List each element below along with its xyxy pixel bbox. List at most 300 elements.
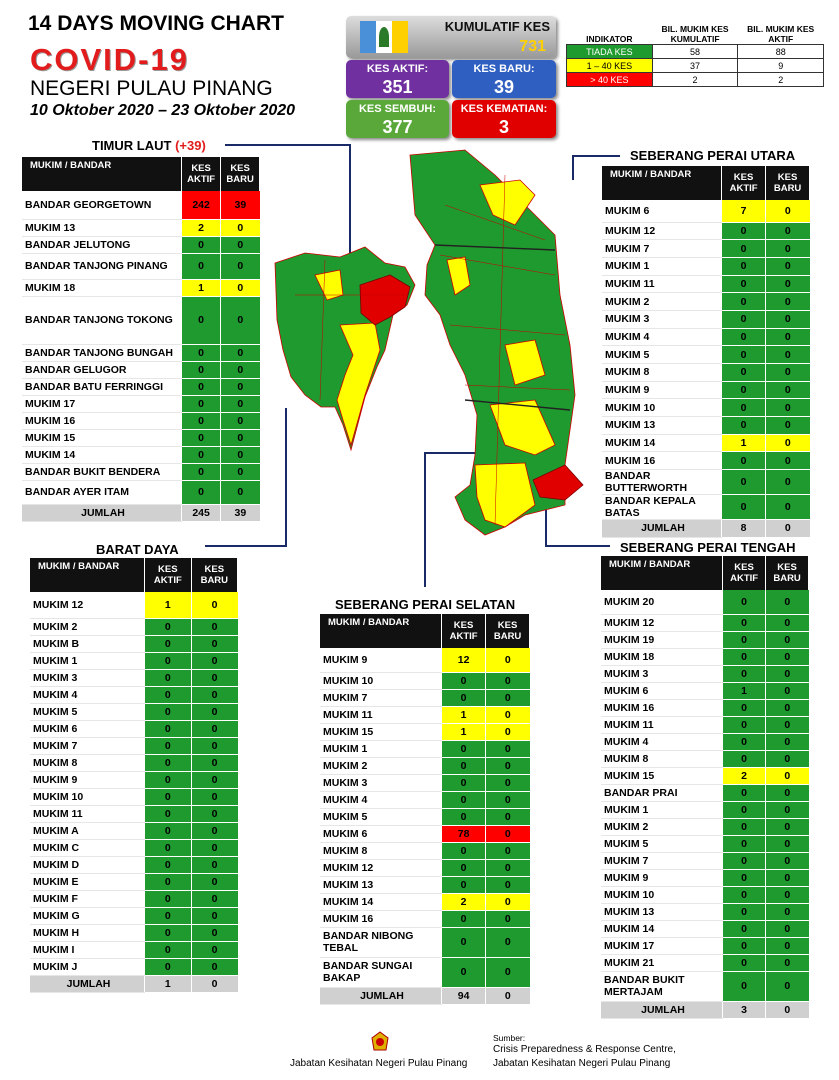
- row-kes-aktif: 0: [182, 412, 221, 429]
- row-kes-baru: 0: [766, 835, 809, 852]
- table-row: [22, 361, 260, 378]
- table-row: [320, 910, 530, 927]
- row-kes-aktif: 0: [145, 635, 192, 652]
- table-row: [602, 495, 810, 520]
- col-header-name: MUKIM / BANDAR: [22, 157, 182, 191]
- row-kes-baru: 0: [766, 971, 809, 1001]
- row-kes-baru: 0: [766, 886, 809, 903]
- row-kes-baru: 0: [486, 723, 530, 740]
- row-name: MUKIM 15: [601, 767, 723, 784]
- row-name: MUKIM 16: [601, 699, 723, 716]
- row-kes-baru: 0: [766, 364, 810, 382]
- row-kes-aktif: 0: [723, 835, 766, 852]
- row-name: MUKIM 7: [602, 240, 722, 258]
- row-kes-baru: 0: [486, 825, 530, 842]
- row-kes-baru: 0: [766, 750, 809, 767]
- table-row: [602, 293, 810, 311]
- table-row: [601, 852, 809, 869]
- row-name: BANDAR TANJONG PINANG: [22, 253, 182, 279]
- row-kes-aktif: 0: [723, 631, 766, 648]
- row-kes-baru: 0: [486, 876, 530, 893]
- total-kes-baru: 0: [766, 520, 810, 538]
- row-kes-baru: 0: [766, 937, 809, 954]
- row-kes-baru: 0: [766, 716, 809, 733]
- table-header-row: [602, 166, 810, 200]
- row-kes-baru: 0: [766, 275, 810, 293]
- row-name: MUKIM 13: [320, 876, 442, 893]
- table-row: [602, 310, 810, 328]
- row-kes-aktif: 0: [182, 429, 221, 446]
- row-name: MUKIM 6: [602, 200, 722, 222]
- row-kes-aktif: 0: [182, 463, 221, 480]
- table-row: [22, 378, 260, 395]
- row-kes-baru: 0: [191, 737, 237, 754]
- row-kes-aktif: 0: [723, 648, 766, 665]
- table-row: [320, 808, 530, 825]
- connector-line: [545, 545, 610, 547]
- table-header-row: [601, 556, 809, 590]
- row-name: MUKIM 10: [320, 672, 442, 689]
- indicator-akt: 2: [738, 73, 824, 87]
- row-kes-aktif: 0: [145, 720, 192, 737]
- table-row: [602, 346, 810, 364]
- row-kes-baru: 0: [191, 635, 237, 652]
- row-kes-baru: 0: [486, 689, 530, 706]
- table-row: [320, 957, 530, 987]
- table-row: [320, 757, 530, 774]
- indicator-header: INDIKATOR: [586, 34, 633, 44]
- table-row: [601, 835, 809, 852]
- table-row: [602, 470, 810, 495]
- table-row: [22, 463, 260, 480]
- total-label: JUMLAH: [30, 975, 145, 992]
- table-row: [602, 417, 810, 435]
- row-name: MUKIM J: [30, 958, 145, 975]
- row-kes-baru: 0: [766, 590, 809, 614]
- table-total-row: [601, 1001, 809, 1018]
- row-name: MUKIM 2: [320, 757, 442, 774]
- table-row: [320, 723, 530, 740]
- row-name: MUKIM 13: [601, 903, 723, 920]
- table-row: [602, 452, 810, 470]
- total-kes-baru: 0: [766, 1001, 809, 1018]
- row-kes-baru: 0: [486, 859, 530, 876]
- row-name: MUKIM 13: [602, 417, 722, 435]
- row-name: MUKIM 2: [602, 293, 722, 311]
- row-name: MUKIM 8: [320, 842, 442, 859]
- total-label: JUMLAH: [320, 987, 442, 1004]
- row-kes-aktif: 0: [723, 971, 766, 1001]
- row-kes-baru: 0: [486, 808, 530, 825]
- row-name: MUKIM 3: [320, 774, 442, 791]
- table-row: [22, 296, 260, 344]
- table-row: [320, 859, 530, 876]
- row-kes-aktif: 0: [722, 495, 766, 520]
- row-name: BANDAR TANJONG TOKONG: [22, 296, 182, 344]
- row-kes-baru: 0: [486, 927, 530, 957]
- row-kes-baru: 0: [486, 774, 530, 791]
- row-name: MUKIM 11: [601, 716, 723, 733]
- row-name: MUKIM 10: [30, 788, 145, 805]
- total-kes-aktif: 1: [145, 975, 192, 992]
- row-name: MUKIM 2: [30, 618, 145, 635]
- row-kes-aktif: 0: [145, 686, 192, 703]
- table-row: [22, 429, 260, 446]
- row-name: BANDAR BUTTERWORTH: [602, 470, 722, 495]
- row-kes-aktif: 0: [723, 590, 766, 614]
- row-kes-aktif: 0: [442, 927, 486, 957]
- row-kes-aktif: 0: [145, 788, 192, 805]
- total-kes-baru: 0: [191, 975, 237, 992]
- row-name: MUKIM 5: [30, 703, 145, 720]
- table-row: [601, 971, 809, 1001]
- row-kes-aktif: 0: [182, 446, 221, 463]
- row-name: MUKIM 8: [602, 364, 722, 382]
- row-kes-aktif: 1: [145, 592, 192, 618]
- row-kes-aktif: 0: [145, 737, 192, 754]
- row-kes-baru: 0: [191, 754, 237, 771]
- row-kes-baru: 0: [766, 818, 809, 835]
- table-row: [602, 364, 810, 382]
- row-name: MUKIM 14: [22, 446, 182, 463]
- row-kes-baru: 0: [191, 822, 237, 839]
- section-title-spu: SEBERANG PERAI UTARA: [630, 148, 796, 163]
- row-kes-baru: 0: [191, 856, 237, 873]
- row-name: MUKIM 11: [602, 275, 722, 293]
- row-name: MUKIM 12: [320, 859, 442, 876]
- table-row: [320, 689, 530, 706]
- row-name: MUKIM 20: [601, 590, 723, 614]
- row-kes-aktif: 0: [723, 903, 766, 920]
- table-row: [601, 631, 809, 648]
- col-header-baru: KES BARU: [486, 614, 530, 648]
- col-header-name: MUKIM / BANDAR: [320, 614, 442, 648]
- row-kes-aktif: 0: [145, 822, 192, 839]
- row-name: MUKIM D: [30, 856, 145, 873]
- table-row: [30, 788, 238, 805]
- row-name: BANDAR AYER ITAM: [22, 480, 182, 504]
- row-kes-baru: 0: [191, 907, 237, 924]
- row-kes-baru: 0: [766, 399, 810, 417]
- indicator-akt: 9: [738, 59, 824, 73]
- row-kes-baru: 0: [766, 784, 809, 801]
- col-header-baru: KES BARU: [766, 556, 809, 590]
- row-kes-aktif: 0: [723, 954, 766, 971]
- kumulatif-label: KUMULATIF KES: [444, 19, 550, 34]
- table-row: [30, 686, 238, 703]
- row-kes-aktif: 0: [442, 808, 486, 825]
- row-kes-baru: 39: [221, 191, 260, 219]
- footer-src2: Jabatan Kesihatan Negeri Pulau Pinang: [493, 1058, 671, 1069]
- row-kes-baru: 0: [766, 346, 810, 364]
- row-kes-aktif: 0: [442, 672, 486, 689]
- table-row: [22, 236, 260, 253]
- row-kes-baru: 0: [766, 869, 809, 886]
- row-kes-baru: 0: [191, 873, 237, 890]
- timur-laut-extra: (+39): [175, 138, 206, 153]
- table-header-row: [22, 157, 260, 191]
- penang-flag-icon: [360, 21, 408, 53]
- row-kes-aktif: 0: [722, 257, 766, 275]
- table-row: [601, 903, 809, 920]
- col-header-name: MUKIM / BANDAR: [30, 558, 145, 592]
- row-kes-aktif: 0: [442, 757, 486, 774]
- kematian-label: KES KEMATIAN:: [460, 103, 548, 115]
- table-row: [30, 652, 238, 669]
- table-row: [30, 592, 238, 618]
- indicator-label: TIADA KES: [567, 45, 653, 59]
- footer-sumber: Sumber:: [493, 1033, 526, 1043]
- row-name: BANDAR GEORGETOWN: [22, 191, 182, 219]
- kumulatif-header: BIL. MUKIM KES KUMULATIF: [661, 24, 729, 44]
- table-row: [602, 275, 810, 293]
- row-name: MUKIM 8: [601, 750, 723, 767]
- row-name: MUKIM 6: [601, 682, 723, 699]
- row-kes-aktif: 0: [722, 470, 766, 495]
- row-name: MUKIM 14: [601, 920, 723, 937]
- table-row: [30, 669, 238, 686]
- row-kes-aktif: 1: [723, 682, 766, 699]
- table-row: [602, 200, 810, 222]
- row-name: BANDAR BUKIT MERTAJAM: [601, 971, 723, 1001]
- row-name: MUKIM 6: [30, 720, 145, 737]
- section-title-barat-daya: BARAT DAYA: [96, 542, 179, 557]
- table-row: [30, 941, 238, 958]
- row-kes-aktif: 0: [145, 890, 192, 907]
- table-row: [320, 825, 530, 842]
- row-kes-baru: 0: [766, 200, 810, 222]
- row-kes-baru: 0: [766, 801, 809, 818]
- indicator-kum: 2: [652, 73, 738, 87]
- table-row: [30, 924, 238, 941]
- col-header-baru: KES BARU: [221, 157, 260, 191]
- row-kes-aktif: 0: [145, 907, 192, 924]
- row-name: BANDAR PRAI: [601, 784, 723, 801]
- table-header-row: [30, 558, 238, 592]
- total-label: JUMLAH: [22, 504, 182, 521]
- total-kes-baru: 39: [221, 504, 260, 521]
- table-row: [22, 253, 260, 279]
- row-kes-aktif: 0: [442, 876, 486, 893]
- row-kes-baru: 0: [766, 470, 810, 495]
- table-row: [22, 480, 260, 504]
- row-kes-aktif: 1: [722, 434, 766, 452]
- row-kes-baru: 0: [766, 631, 809, 648]
- baru-box: [452, 60, 556, 98]
- col-header-name: MUKIM / BANDAR: [602, 166, 722, 200]
- table-row: [601, 682, 809, 699]
- row-name: MUKIM 15: [320, 723, 442, 740]
- row-kes-aktif: 0: [145, 924, 192, 941]
- total-kes-aktif: 8: [722, 520, 766, 538]
- row-name: BANDAR SUNGAI BAKAP: [320, 957, 442, 987]
- row-name: MUKIM 14: [320, 893, 442, 910]
- row-name: MUKIM 12: [601, 614, 723, 631]
- table-row: [30, 754, 238, 771]
- row-kes-aktif: 0: [722, 240, 766, 258]
- row-kes-aktif: 0: [722, 293, 766, 311]
- row-name: MUKIM 16: [602, 452, 722, 470]
- row-name: MUKIM 7: [30, 737, 145, 754]
- row-kes-baru: 0: [221, 412, 260, 429]
- col-header-aktif: KES AKTIF: [723, 556, 766, 590]
- table-row: [601, 920, 809, 937]
- row-name: MUKIM 9: [602, 381, 722, 399]
- table-row: [320, 791, 530, 808]
- aktif-box: [346, 60, 449, 98]
- row-kes-baru: 0: [766, 903, 809, 920]
- row-name: MUKIM 17: [601, 937, 723, 954]
- row-kes-baru: 0: [191, 720, 237, 737]
- table-row: [30, 805, 238, 822]
- aktif-header: BIL. MUKIM KES AKTIF: [747, 24, 815, 44]
- row-kes-aktif: 0: [145, 941, 192, 958]
- row-kes-baru: 0: [191, 686, 237, 703]
- row-kes-aktif: 1: [442, 706, 486, 723]
- row-kes-aktif: 7: [722, 200, 766, 222]
- row-kes-baru: 0: [221, 361, 260, 378]
- table-row: [601, 733, 809, 750]
- baru-label: KES BARU:: [473, 63, 535, 75]
- row-kes-baru: 0: [191, 941, 237, 958]
- table-row: [320, 774, 530, 791]
- row-kes-aktif: 0: [722, 399, 766, 417]
- row-kes-baru: 0: [486, 842, 530, 859]
- row-name: MUKIM I: [30, 941, 145, 958]
- section-title-spt: SEBERANG PERAI TENGAH: [620, 540, 796, 555]
- table-spu: [602, 166, 810, 538]
- row-name: MUKIM G: [30, 907, 145, 924]
- row-name: MUKIM 8: [30, 754, 145, 771]
- row-kes-baru: 0: [191, 839, 237, 856]
- row-kes-aktif: 0: [723, 716, 766, 733]
- row-kes-aktif: 0: [722, 275, 766, 293]
- table-row: [601, 614, 809, 631]
- row-kes-baru: 0: [486, 791, 530, 808]
- row-name: MUKIM 3: [601, 665, 723, 682]
- col-header-baru: KES BARU: [191, 558, 237, 592]
- table-row: [602, 399, 810, 417]
- connector-line: [205, 545, 287, 547]
- row-kes-baru: 0: [191, 788, 237, 805]
- row-kes-baru: 0: [766, 682, 809, 699]
- col-header-baru: KES BARU: [766, 166, 810, 200]
- state-title: NEGERI PULAU PINANG: [30, 77, 273, 100]
- row-kes-baru: 0: [221, 463, 260, 480]
- row-kes-baru: 0: [221, 253, 260, 279]
- indicator-akt: 88: [738, 45, 824, 59]
- row-kes-aktif: 0: [722, 364, 766, 382]
- table-row: [22, 219, 260, 236]
- row-kes-baru: 0: [766, 257, 810, 275]
- table-row: [30, 618, 238, 635]
- row-name: MUKIM 7: [320, 689, 442, 706]
- table-row: [22, 191, 260, 219]
- row-kes-baru: 0: [766, 222, 810, 240]
- row-kes-baru: 0: [766, 665, 809, 682]
- sembuh-box: [346, 100, 449, 138]
- row-kes-aktif: 0: [722, 222, 766, 240]
- row-kes-aktif: 0: [442, 740, 486, 757]
- table-row: [30, 958, 238, 975]
- row-kes-aktif: 78: [442, 825, 486, 842]
- row-name: MUKIM 17: [22, 395, 182, 412]
- row-kes-aktif: 0: [442, 957, 486, 987]
- row-kes-aktif: 0: [722, 381, 766, 399]
- row-kes-aktif: 2: [442, 893, 486, 910]
- row-name: BANDAR TANJONG BUNGAH: [22, 344, 182, 361]
- row-kes-aktif: 0: [182, 395, 221, 412]
- row-kes-baru: 0: [191, 890, 237, 907]
- row-kes-baru: 0: [191, 924, 237, 941]
- row-kes-aktif: 0: [442, 910, 486, 927]
- sembuh-value: 377: [382, 117, 413, 137]
- row-kes-aktif: 0: [182, 253, 221, 279]
- aktif-value: 351: [382, 77, 413, 97]
- indicator-label: 1 – 40 KES: [567, 59, 653, 73]
- row-kes-aktif: 0: [723, 937, 766, 954]
- table-row: [601, 869, 809, 886]
- row-kes-baru: 0: [766, 920, 809, 937]
- row-kes-aktif: 0: [723, 852, 766, 869]
- indicator-kum: 58: [652, 45, 738, 59]
- row-name: MUKIM 16: [22, 412, 182, 429]
- row-kes-aktif: 0: [145, 754, 192, 771]
- row-name: MUKIM 18: [22, 279, 182, 296]
- row-kes-baru: 0: [766, 310, 810, 328]
- row-kes-baru: 0: [191, 771, 237, 788]
- row-name: MUKIM 14: [602, 434, 722, 452]
- row-kes-aktif: 0: [145, 958, 192, 975]
- row-kes-aktif: 0: [182, 296, 221, 344]
- kematian-box: [452, 100, 556, 138]
- table-row: [601, 699, 809, 716]
- table-total-row: [320, 987, 530, 1004]
- row-name: MUKIM 1: [601, 801, 723, 818]
- table-row: [30, 635, 238, 652]
- footer-dept: Jabatan Kesihatan Negeri Pulau Pinang: [290, 1058, 468, 1069]
- row-kes-baru: 0: [766, 495, 810, 520]
- row-name: MUKIM 3: [30, 669, 145, 686]
- table-row: [601, 886, 809, 903]
- row-kes-aktif: 0: [145, 669, 192, 686]
- row-kes-aktif: 0: [442, 791, 486, 808]
- row-kes-baru: 0: [486, 706, 530, 723]
- row-name: MUKIM 13: [22, 219, 182, 236]
- row-kes-aktif: 0: [182, 378, 221, 395]
- table-total-row: [602, 520, 810, 538]
- footer-src1: Crisis Preparedness & Response Centre,: [493, 1044, 676, 1055]
- row-kes-baru: 0: [486, 648, 530, 672]
- row-kes-aktif: 0: [722, 328, 766, 346]
- table-row: [30, 720, 238, 737]
- total-label: JUMLAH: [602, 520, 722, 538]
- table-row: [602, 257, 810, 275]
- row-kes-baru: 0: [221, 344, 260, 361]
- row-name: BANDAR KEPALA BATAS: [602, 495, 722, 520]
- table-spt: [601, 556, 809, 1019]
- table-row: [601, 750, 809, 767]
- row-kes-aktif: 0: [723, 801, 766, 818]
- indicator-label: > 40 KES: [567, 73, 653, 87]
- table-sps: [320, 614, 530, 1005]
- table-row: [30, 822, 238, 839]
- row-kes-baru: 0: [486, 910, 530, 927]
- row-name: MUKIM 11: [30, 805, 145, 822]
- table-row: [30, 703, 238, 720]
- row-kes-aktif: 12: [442, 648, 486, 672]
- row-name: MUKIM E: [30, 873, 145, 890]
